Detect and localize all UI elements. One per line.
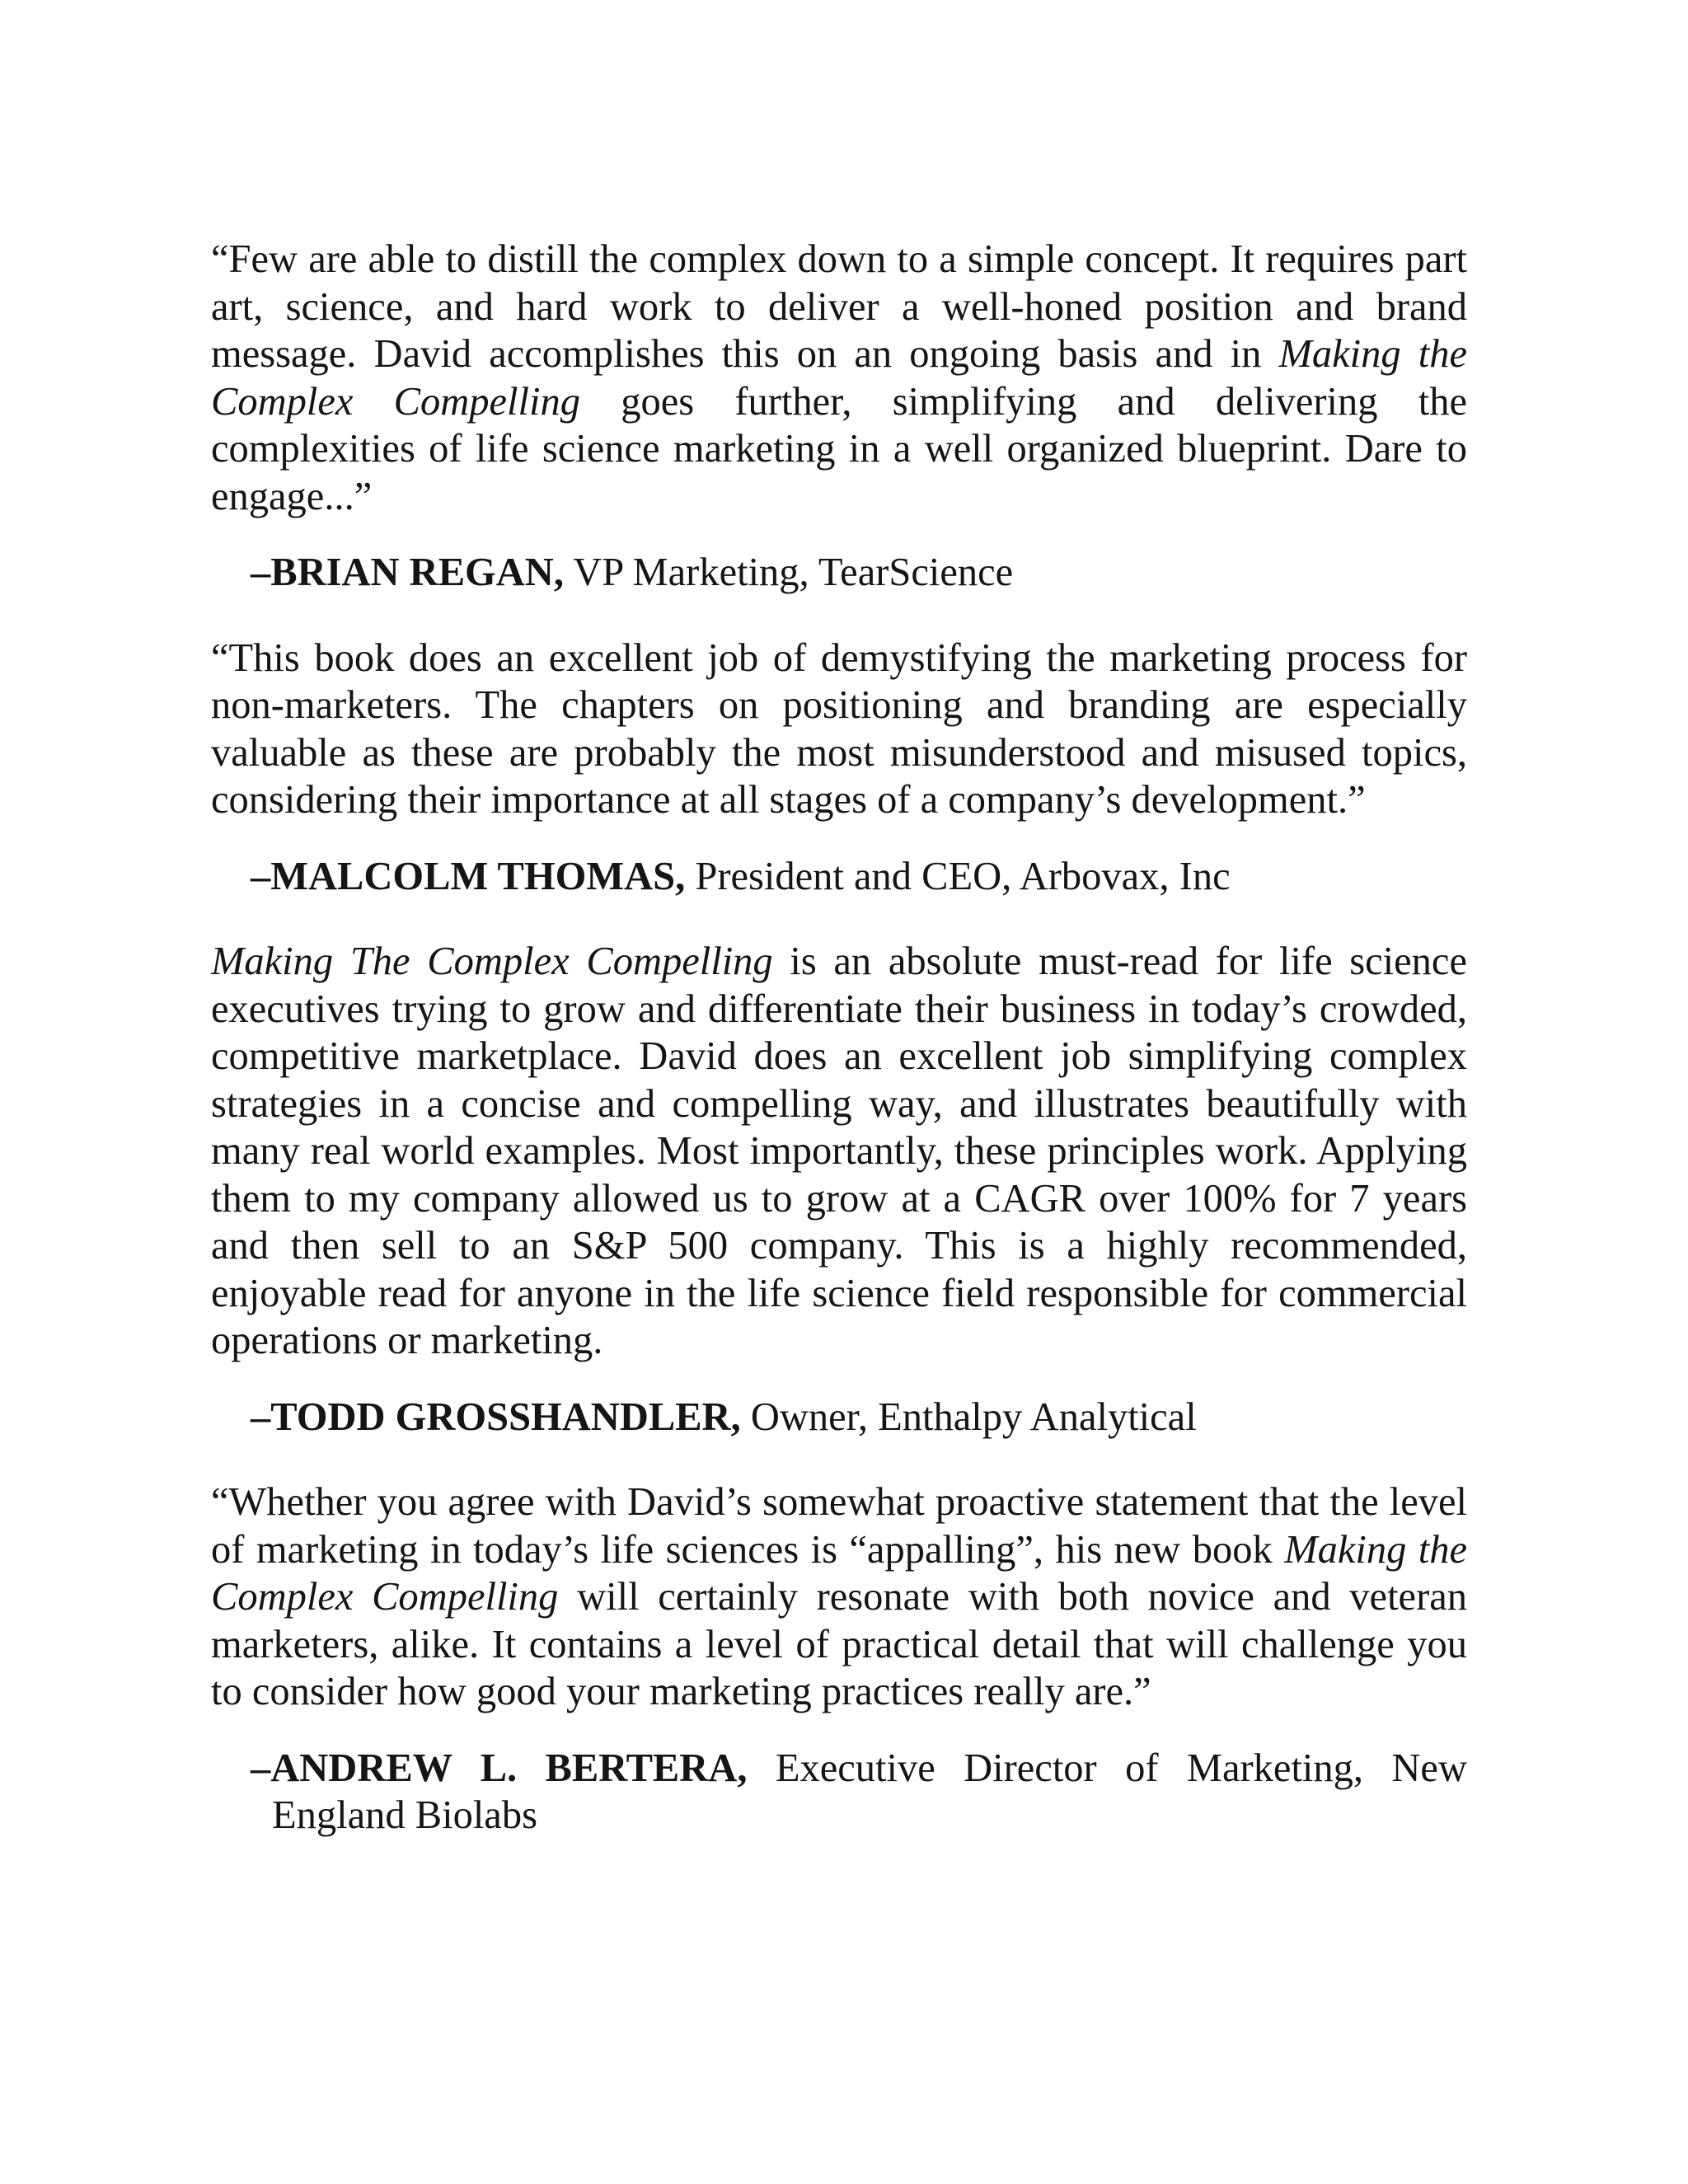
testimonial-quote [211, 938, 1467, 1365]
book-title: Making the Complex Compelling [211, 1527, 1468, 1619]
testimonial-attribution [251, 1745, 1467, 1840]
quote-text: goes further, simplifying and delivering the complexities of life science marketing in a well organized blueprint. Dare to engage...” [211, 379, 1467, 518]
quote-text: “Whether you agree with David’s somewhat proactive statement that the level of marketing in today’s life sciences is “appalling”, his new book [211, 1480, 1467, 1572]
book-title: Making the Complex Compelling [211, 332, 1468, 424]
author-role: VP Marketing, TearScience [563, 551, 1014, 594]
testimonial-quote [211, 1479, 1467, 1716]
testimonial-attribution [251, 1394, 1467, 1441]
author-role: Owner, Enthalpy Analytical [740, 1394, 1197, 1439]
author-name: –ANDREW L. BERTERA, [251, 1746, 748, 1790]
quote-text: will certainly resonate with both novice and veteran marketers, alike. It contains a level of practical detail that will challenge you to consider how good your marketing practices really are.” [211, 1575, 1467, 1713]
testimonial-quote [211, 236, 1467, 520]
author-name: –TODD GROSSHANDLER, [251, 1394, 741, 1439]
author-role: President and CEO, Arbovax, Inc [685, 854, 1231, 898]
author-role: Executive Director of Marketing, New England Biolabs [272, 1746, 1467, 1837]
quote-text: “Few are able to distill the complex down to a simple concept. It requires part art, science, and hard work to deliver a well-honed position and brand message. David accomplishes this on an ongoing basis and in [211, 237, 1467, 376]
testimonial-attribution [251, 853, 1467, 901]
quote-text: is an absolute must-read for life science executives trying to grow and differentiate their business in today’s crowded, competitive marketplace. David does an excellent job simplifying complex strategies in a concise and compelling way, and illustrates beautifully with many real world examples. Most importantly, these principles work. Applying them to my company allowed us to grow at a CAGR over 100% for 7 years and then sell to an S&P 500 company. This is a highly recommended, enjoyable read for anyone in the life science field responsible for commercial operations or marketing. [211, 940, 1467, 1362]
quote-text: “This book does an excellent job of demystifying the marketing process for non-marketers. The chapters on positioning and branding are especially valuable as these are probably the most misunderstood and misused topics, considering their importance at all stages of a company’s development.” [211, 635, 1467, 822]
testimonial-attribution [251, 549, 1467, 597]
testimonials-page [211, 236, 1467, 1877]
book-title: Making The Complex Compelling [211, 940, 773, 983]
testimonial-quote [211, 635, 1467, 824]
author-name: –MALCOLM THOMAS, [251, 854, 686, 898]
author-name: –BRIAN REGAN, [251, 551, 564, 594]
